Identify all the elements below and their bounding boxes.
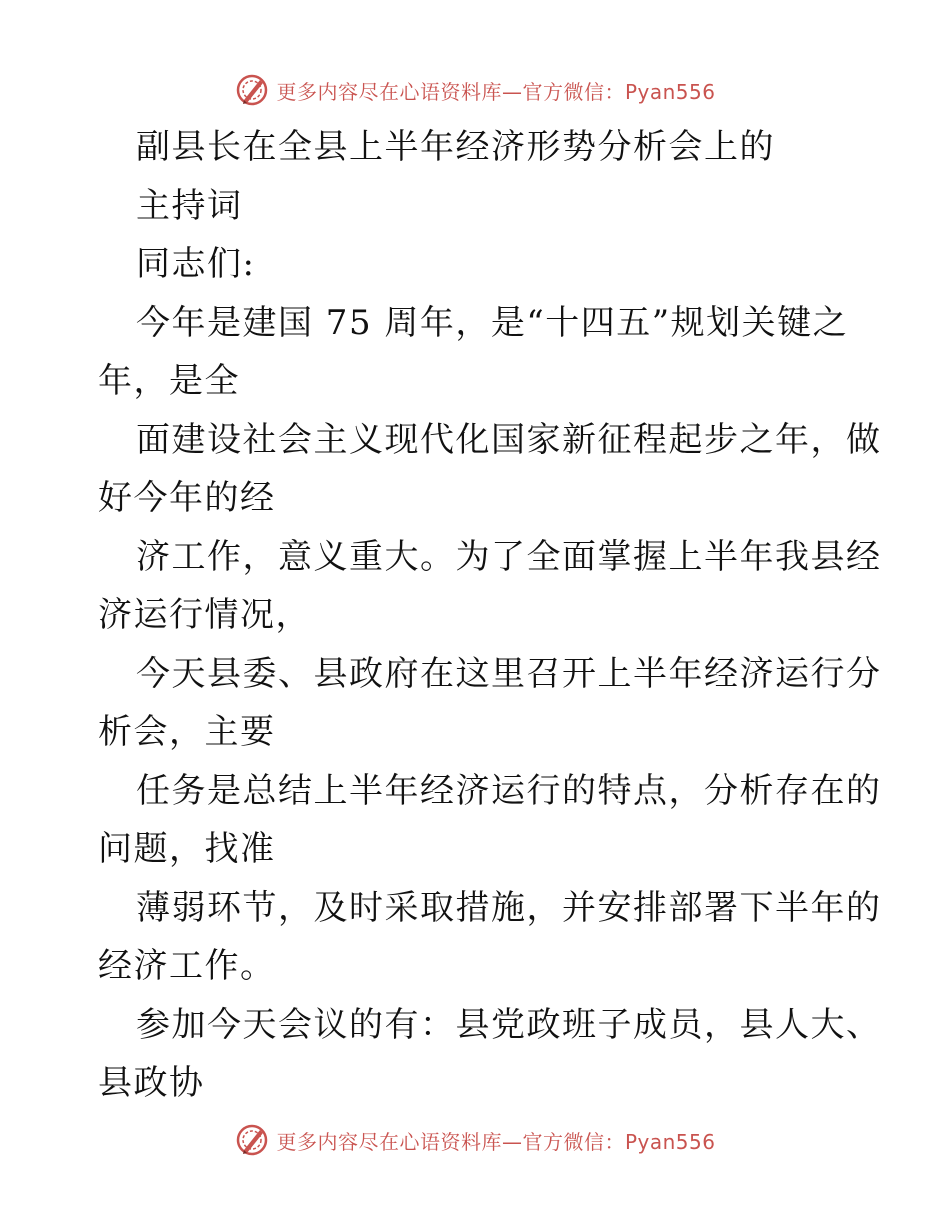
- text-line: 济运行情况，: [98, 595, 311, 635]
- title-line-1: 副县长在全县上半年经济形势分析会上的: [136, 127, 775, 167]
- watermark-header: [0, 70, 950, 110]
- text-line: 县政协: [98, 1063, 205, 1103]
- text-line: 参加今天会议的有：县党政班子成员，县人大、: [136, 1004, 882, 1045]
- watermark-text: 更多内容尽在心语资料库—官方微信：Pyan556: [276, 1129, 716, 1154]
- salutation: 同志们:: [136, 244, 256, 284]
- watermark-footer: [0, 1120, 950, 1160]
- text-line: 济工作，意义重大。为了全面掌握上半年我县经: [136, 536, 882, 577]
- text-line: 经济工作。: [98, 946, 276, 986]
- text-line: 薄弱环节，及时采取措施，并安排部署下半年的: [136, 887, 882, 928]
- text-line: 今年是建国 75 周年，是“十四五”规划关键之: [136, 302, 849, 343]
- text-line: 问题，找准: [98, 829, 276, 869]
- pen-logo-icon: [234, 72, 270, 108]
- text-line: 任务是总结上半年经济运行的特点，分析存在的: [136, 770, 882, 811]
- pen-logo-icon: [234, 1122, 270, 1158]
- text-line: 年，是全: [98, 361, 240, 401]
- text-line: 好今年的经: [98, 478, 276, 518]
- text-line: 析会，主要: [98, 712, 276, 752]
- watermark-text: 更多内容尽在心语资料库—官方微信：Pyan556: [276, 79, 716, 104]
- text-line: 今天县委、县政府在这里召开上半年经济运行分: [136, 653, 882, 694]
- document-body: [98, 118, 882, 1113]
- title-line-2: 主持词: [136, 185, 243, 226]
- text-line: 面建设社会主义现代化国家新征程起步之年，做: [136, 419, 882, 460]
